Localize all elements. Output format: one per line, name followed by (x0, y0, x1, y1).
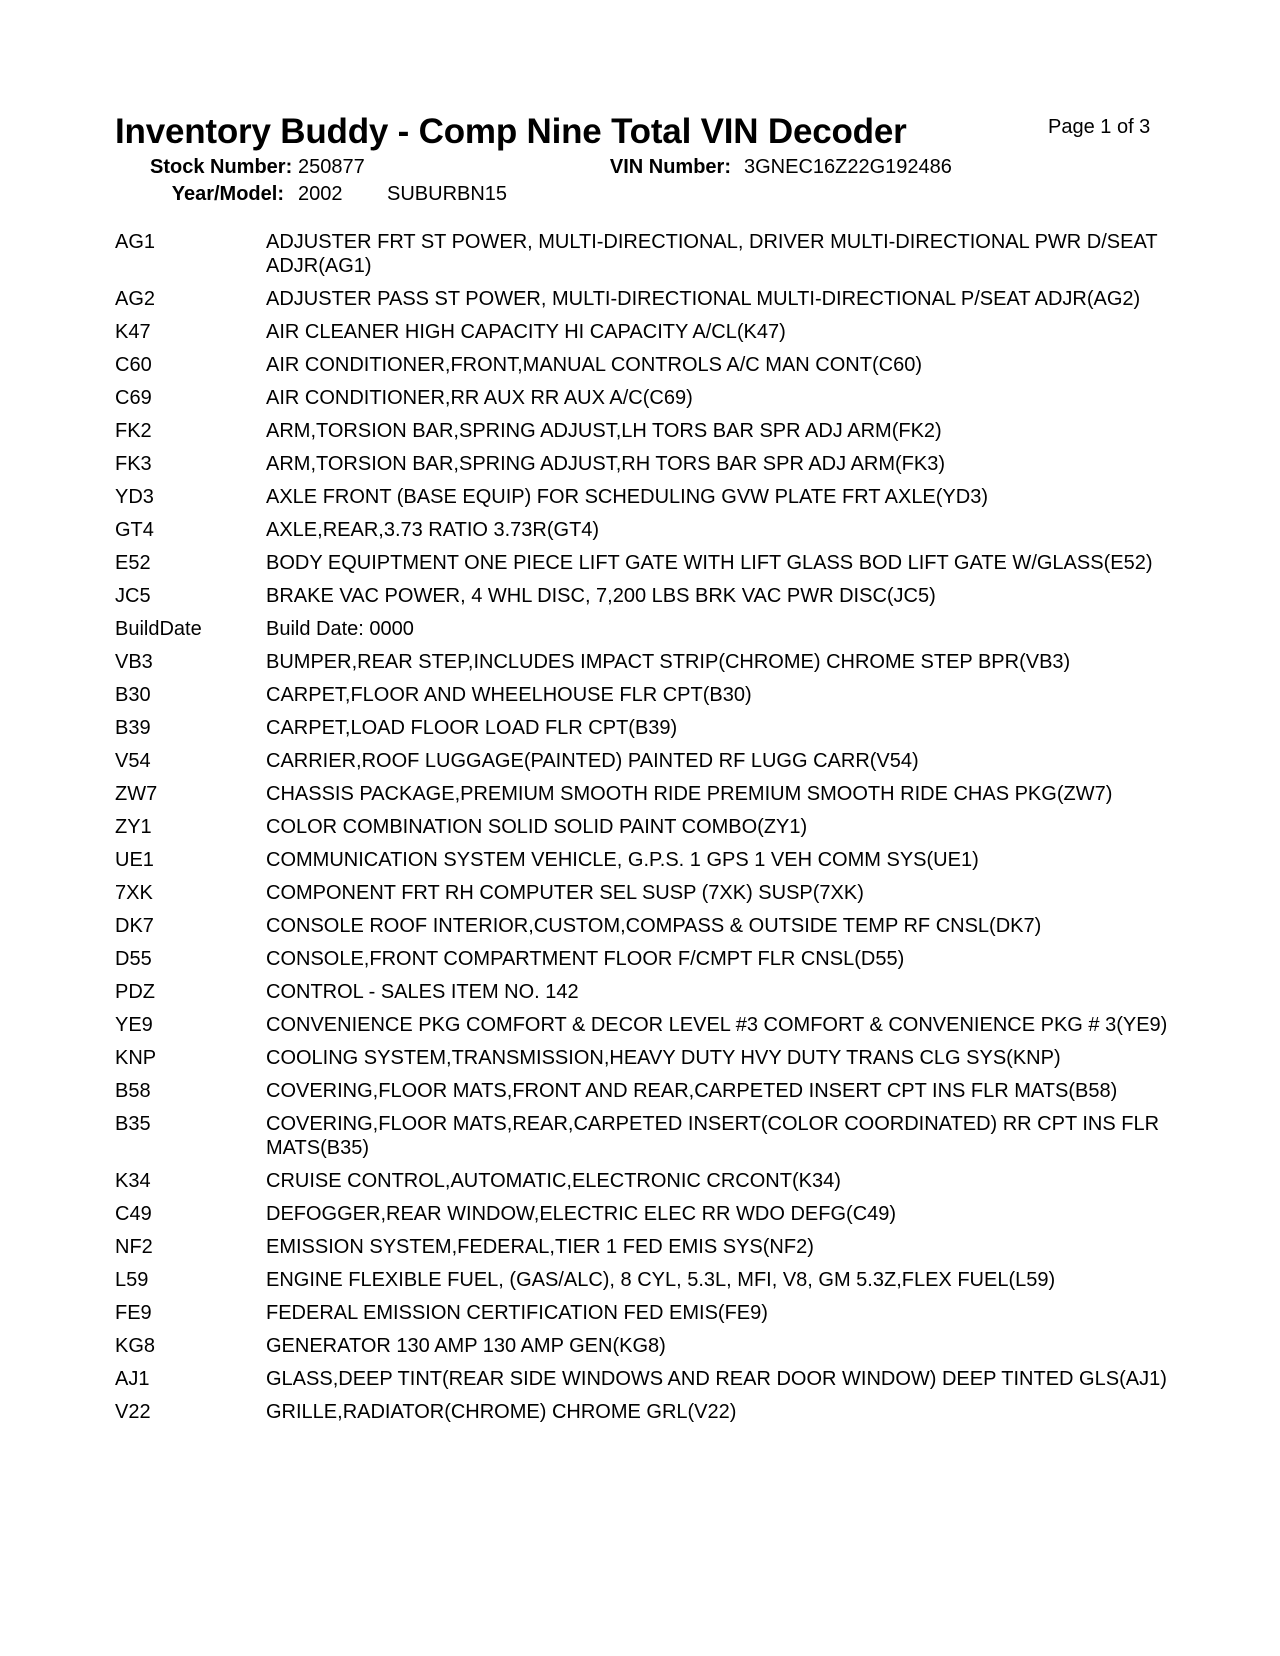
option-row (115, 617, 1175, 641)
option-row (115, 1202, 1175, 1226)
page-number: Page 1 of 3 (1048, 116, 1151, 138)
model-value: SUBURBN15 (387, 183, 508, 205)
option-code: ZY1 (115, 816, 152, 838)
option-description: CHASSIS PACKAGE,PREMIUM SMOOTH RIDE PREMIUM SMOOTH RIDE CHAS PKG(ZW7) (266, 783, 1113, 805)
option-description: COOLING SYSTEM,TRANSMISSION,HEAVY DUTY HVY DUTY TRANS CLG SYS(KNP) (266, 1047, 1061, 1069)
option-row (115, 683, 1175, 707)
option-row (115, 914, 1175, 938)
option-code: BuildDate (115, 618, 202, 640)
option-row (115, 1079, 1175, 1103)
option-row (115, 320, 1175, 344)
year-model-label: Year/Model: (171, 183, 284, 205)
option-row (115, 782, 1175, 806)
option-description: DEFOGGER,REAR WINDOW,ELECTRIC ELEC RR WDO DEFG(C49) (266, 1203, 897, 1225)
option-code: C60 (115, 354, 152, 376)
option-description: ADJUSTER FRT ST POWER, MULTI-DIRECTIONAL, DRIVER MULTI-DIRECTIONAL PWR D/SEAT ADJR(AG1) (266, 231, 1158, 277)
option-description: GENERATOR 130 AMP 130 AMP GEN(KG8) (266, 1335, 666, 1357)
vin-number-label: VIN Number: (609, 156, 731, 178)
option-description: CONVENIENCE PKG COMFORT & DECOR LEVEL #3 COMFORT & CONVENIENCE PKG # 3(YE9) (266, 1014, 1168, 1036)
option-row (115, 353, 1175, 377)
option-code: YD3 (115, 486, 154, 508)
option-row (115, 419, 1175, 443)
option-code: YE9 (115, 1014, 153, 1036)
option-code: K47 (115, 321, 151, 343)
option-code: GT4 (115, 519, 154, 541)
option-code: KG8 (115, 1335, 156, 1357)
option-description: FEDERAL EMISSION CERTIFICATION FED EMIS(FE9) (266, 1302, 768, 1324)
option-description: CARPET,FLOOR AND WHEELHOUSE FLR CPT(B30) (266, 684, 752, 706)
option-row (115, 848, 1175, 872)
year-value: 2002 (298, 183, 343, 205)
option-code: B58 (115, 1080, 151, 1102)
option-code: NF2 (115, 1236, 153, 1258)
option-description: COVERING,FLOOR MATS,FRONT AND REAR,CARPETED INSERT CPT INS FLR MATS(B58) (266, 1080, 1118, 1102)
option-code: KNP (115, 1047, 157, 1069)
option-row (115, 881, 1175, 905)
option-code: B30 (115, 684, 151, 706)
option-row (115, 452, 1175, 476)
option-description: CONTROL - SALES ITEM NO. 142 (266, 981, 579, 1003)
option-code: C49 (115, 1203, 152, 1225)
option-description: AIR CONDITIONER,FRONT,MANUAL CONTROLS A/C MAN CONT(C60) (266, 354, 922, 376)
option-description: ADJUSTER PASS ST POWER, MULTI-DIRECTIONAL MULTI-DIRECTIONAL P/SEAT ADJR(AG2) (266, 288, 1141, 310)
option-description: ENGINE FLEXIBLE FUEL, (GAS/ALC), 8 CYL, 5.3L, MFI, V8, GM 5.3Z,FLEX FUEL(L59) (266, 1269, 1056, 1291)
option-description: AXLE,REAR,3.73 RATIO 3.73R(GT4) (266, 519, 600, 541)
option-description: CONSOLE ROOF INTERIOR,CUSTOM,COMPASS & OUTSIDE TEMP RF CNSL(DK7) (266, 915, 1042, 937)
option-code: D55 (115, 948, 152, 970)
option-code: 7XK (115, 882, 153, 904)
option-description: BODY EQUIPTMENT ONE PIECE LIFT GATE WITH LIFT GLASS BOD LIFT GATE W/GLASS(E52) (266, 552, 1153, 574)
option-row (115, 551, 1175, 575)
option-description: COMMUNICATION SYSTEM VEHICLE, G.P.S. 1 GPS 1 VEH COMM SYS(UE1) (266, 849, 979, 871)
option-code: L59 (115, 1269, 149, 1291)
option-code: UE1 (115, 849, 154, 871)
option-row (115, 1046, 1175, 1070)
option-row (115, 518, 1175, 542)
option-code: FK3 (115, 453, 152, 475)
option-description: BRAKE VAC POWER, 4 WHL DISC, 7,200 LBS BRK VAC PWR DISC(JC5) (266, 585, 936, 607)
option-code: AG2 (115, 288, 156, 310)
option-row (115, 1169, 1175, 1193)
option-code: FE9 (115, 1302, 152, 1324)
option-description: COVERING,FLOOR MATS,REAR,CARPETED INSERT(COLOR COORDINATED) RR CPT INS FLR MATS(B35) (266, 1113, 1160, 1159)
option-description: CRUISE CONTROL,AUTOMATIC,ELECTRONIC CRCONT(K34) (266, 1170, 841, 1192)
option-row (115, 749, 1175, 773)
option-row (115, 1235, 1175, 1259)
option-code: K34 (115, 1170, 151, 1192)
option-code: C69 (115, 387, 152, 409)
vin-number-value: 3GNEC16Z22G192486 (744, 156, 952, 178)
option-code: FK2 (115, 420, 152, 442)
stock-number-label: Stock Number: (150, 156, 293, 178)
option-code: ZW7 (115, 783, 158, 805)
option-code: V54 (115, 750, 151, 772)
page-title: Inventory Buddy - Comp Nine Total VIN Decoder (115, 112, 907, 151)
option-description: CARPET,LOAD FLOOR LOAD FLR CPT(B39) (266, 717, 678, 739)
option-description: BUMPER,REAR STEP,INCLUDES IMPACT STRIP(CHROME) CHROME STEP BPR(VB3) (266, 651, 1071, 673)
stock-number-value: 250877 (298, 156, 365, 178)
option-description: ARM,TORSION BAR,SPRING ADJUST,RH TORS BAR SPR ADJ ARM(FK3) (266, 453, 946, 475)
option-description: ARM,TORSION BAR,SPRING ADJUST,LH TORS BAR SPR ADJ ARM(FK2) (266, 420, 942, 442)
option-row (115, 716, 1175, 740)
option-row (115, 230, 1175, 278)
option-code: B35 (115, 1113, 151, 1135)
option-code: DK7 (115, 915, 154, 937)
option-description: CARRIER,ROOF LUGGAGE(PAINTED) PAINTED RF LUGG CARR(V54) (266, 750, 919, 772)
option-code: JC5 (115, 585, 151, 607)
option-row (115, 1268, 1175, 1292)
option-row (115, 980, 1175, 1004)
option-row (115, 1013, 1175, 1037)
option-row (115, 1301, 1175, 1325)
option-row (115, 1112, 1175, 1160)
option-description: GLASS,DEEP TINT(REAR SIDE WINDOWS AND REAR DOOR WINDOW) DEEP TINTED GLS(AJ1) (266, 1368, 1167, 1390)
option-description: EMISSION SYSTEM,FEDERAL,TIER 1 FED EMIS SYS(NF2) (266, 1236, 814, 1258)
option-row (115, 485, 1175, 509)
option-code: PDZ (115, 981, 155, 1003)
option-row (115, 584, 1175, 608)
option-description: AIR CLEANER HIGH CAPACITY HI CAPACITY A/CL(K47) (266, 321, 786, 343)
option-description: COMPONENT FRT RH COMPUTER SEL SUSP (7XK) SUSP(7XK) (266, 882, 864, 904)
option-description: COLOR COMBINATION SOLID SOLID PAINT COMBO(ZY1) (266, 816, 808, 838)
option-description: CONSOLE,FRONT COMPARTMENT FLOOR F/CMPT FLR CNSL(D55) (266, 948, 905, 970)
option-row (115, 815, 1175, 839)
option-description: Build Date: 0000 (266, 618, 414, 640)
option-code: B39 (115, 717, 151, 739)
option-row (115, 386, 1175, 410)
option-description: AIR CONDITIONER,RR AUX RR AUX A/C(C69) (266, 387, 693, 409)
option-row (115, 287, 1175, 311)
option-row (115, 650, 1175, 674)
option-row (115, 947, 1175, 971)
option-code: V22 (115, 1401, 151, 1423)
option-description: AXLE FRONT (BASE EQUIP) FOR SCHEDULING GVW PLATE FRT AXLE(YD3) (266, 486, 989, 508)
option-row (115, 1334, 1175, 1358)
option-row (115, 1400, 1175, 1424)
options-list (115, 230, 1175, 1433)
option-code: AJ1 (115, 1368, 150, 1390)
option-code: VB3 (115, 651, 153, 673)
option-description: GRILLE,RADIATOR(CHROME) CHROME GRL(V22) (266, 1401, 737, 1423)
option-code: AG1 (115, 231, 156, 253)
option-code: E52 (115, 552, 151, 574)
option-row (115, 1367, 1175, 1391)
